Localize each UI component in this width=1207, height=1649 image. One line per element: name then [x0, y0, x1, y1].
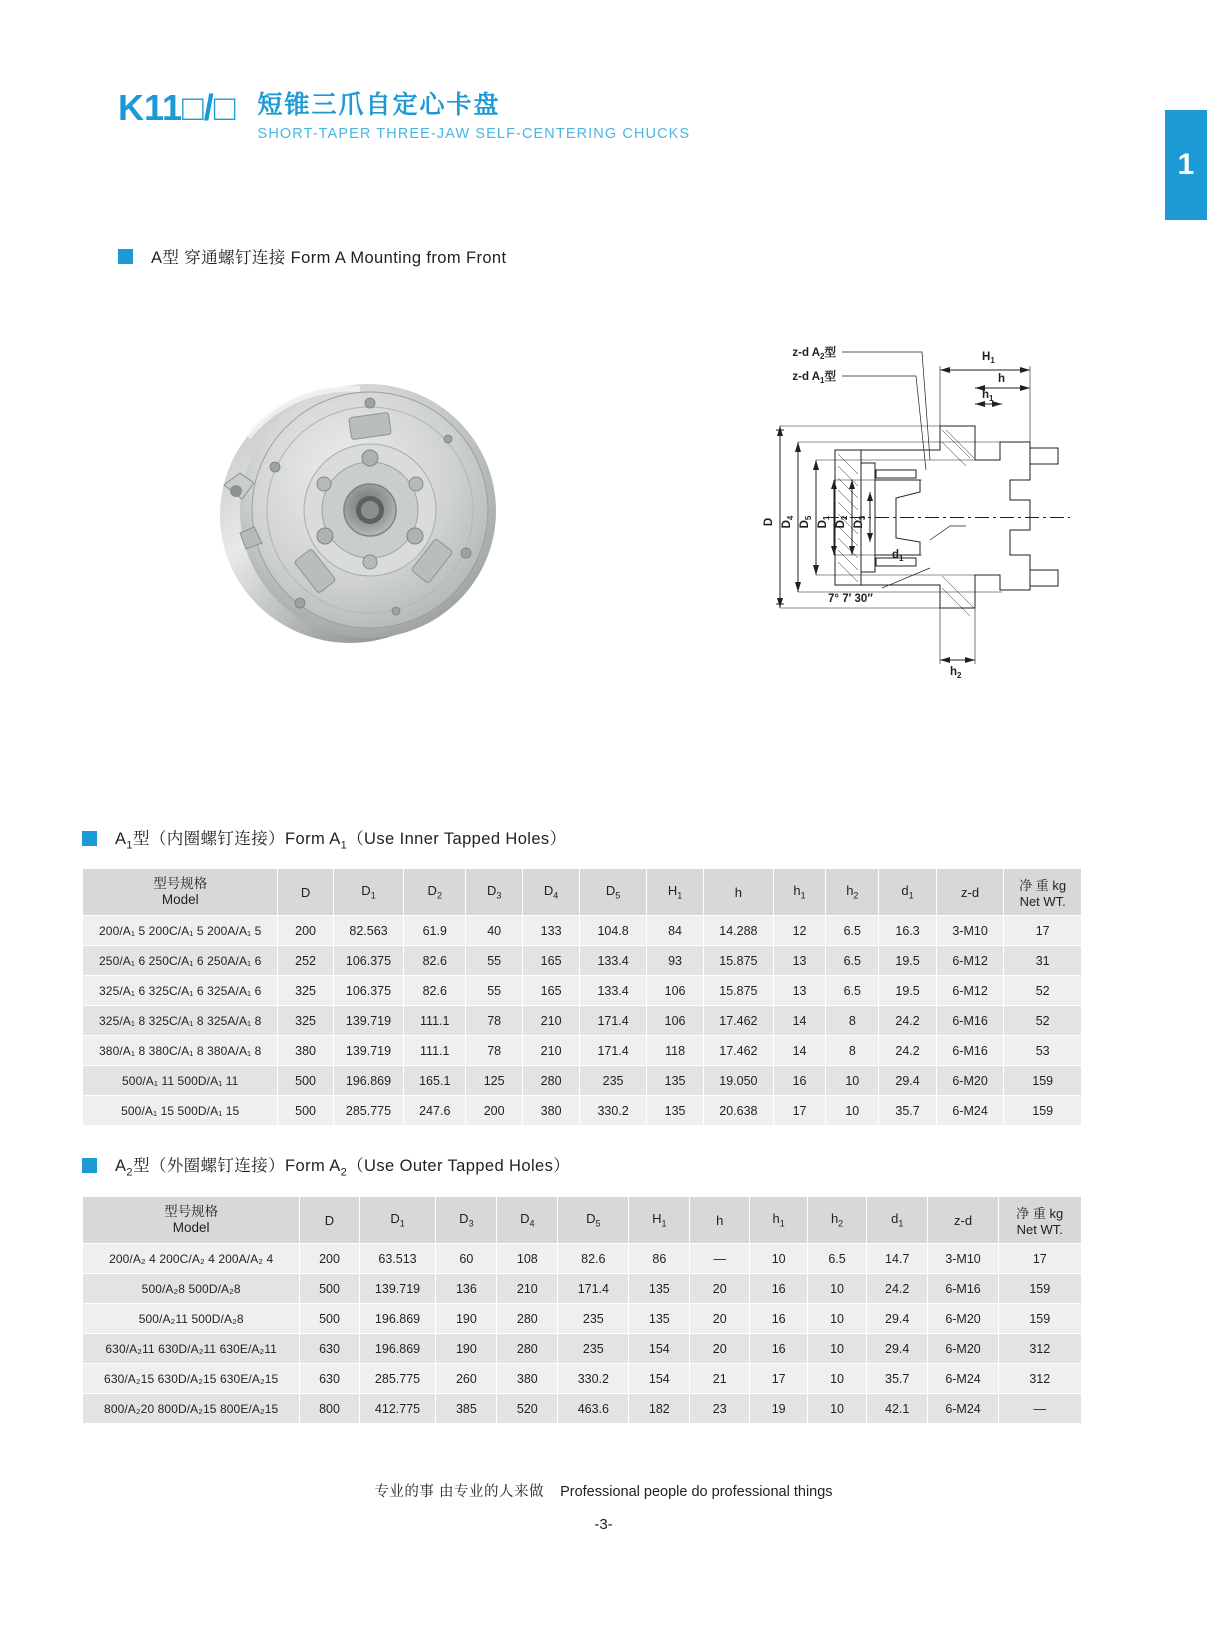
- cell-model: 630/A₂15 630D/A₂15 630E/A₂15: [83, 1364, 300, 1394]
- col-D4: $D_4$: [497, 1197, 558, 1244]
- col-D1: $D_1$: [333, 869, 404, 916]
- cell-value: 106.375: [333, 976, 404, 1006]
- cell-value: 52: [1004, 976, 1082, 1006]
- col-H1: $H_1$: [647, 869, 704, 916]
- cell-value: 20.638: [704, 1096, 774, 1126]
- table-row: [83, 1096, 1082, 1126]
- cell-value: 380: [497, 1364, 558, 1394]
- cell-value: 104.8: [580, 916, 647, 946]
- cell-value: 118: [647, 1036, 704, 1066]
- product-code: K11□/□: [118, 87, 236, 128]
- cell-value: 16: [750, 1274, 808, 1304]
- table-row: [83, 1364, 1082, 1394]
- col-d1: $d_1$: [879, 869, 936, 916]
- cell-value: 8: [826, 1006, 879, 1036]
- cell-value: 412.775: [359, 1394, 436, 1424]
- cell-value: 312: [998, 1364, 1081, 1394]
- col-D2: $D_2$: [404, 869, 466, 916]
- cell-value: 6-M12: [936, 946, 1004, 976]
- cell-value: 159: [1004, 1096, 1082, 1126]
- diagram-label-angle: 7° 7′ 30″: [828, 593, 873, 605]
- section-label-form-a2: $A_2$型（外圈螺钉连接）Form $A_2(Use$ Outer Tapped Holes）: [115, 1157, 571, 1179]
- table-row: [83, 1394, 1082, 1424]
- cell-value: 6-M16: [936, 1036, 1004, 1066]
- cell-value: 200: [278, 916, 333, 946]
- section-label-form-a1: $A_1$型（内圈螺钉连接）Form $A_1(Use$ Inner Tapped Holes）: [115, 830, 567, 852]
- cell-value: 10: [808, 1364, 867, 1394]
- cell-value: 190: [436, 1304, 497, 1334]
- cell-model: 250/A₁ 6 250C/A₁ 6 250A/A₁ 6: [83, 946, 278, 976]
- cell-value: 6-M16: [928, 1274, 998, 1304]
- cell-value: 196.869: [359, 1334, 436, 1364]
- cell-value: 13: [773, 946, 826, 976]
- cell-value: 20: [690, 1334, 750, 1364]
- cell-value: 86: [629, 1244, 690, 1274]
- cell-model: 800/A₂20 800D/A₂15 800E/A₂15: [83, 1394, 300, 1424]
- cell-value: 24.2: [879, 1036, 936, 1066]
- cell-value: 520: [497, 1394, 558, 1424]
- cell-value: 35.7: [866, 1364, 928, 1394]
- cell-value: 16: [773, 1066, 826, 1096]
- table-header-row: [83, 869, 1082, 916]
- cell-value: 42.1: [866, 1394, 928, 1424]
- cell-value: 260: [436, 1364, 497, 1394]
- spec-table-form-a2: [82, 1196, 1082, 1424]
- col-D1: $D_1$: [359, 1197, 436, 1244]
- cell-value: 463.6: [558, 1394, 629, 1424]
- cell-value: 133.4: [580, 976, 647, 1006]
- cell-value: 12: [773, 916, 826, 946]
- footer-slogan-en: Professional people do professional things: [560, 1484, 833, 1500]
- cell-value: 330.2: [580, 1096, 647, 1126]
- table-header-a2: [83, 1197, 1082, 1244]
- cell-value: 82.6: [404, 976, 466, 1006]
- page-title-cn: 短锥三爪自定心卡盘: [257, 91, 501, 119]
- cell-value: 154: [629, 1334, 690, 1364]
- cell-value: 210: [523, 1036, 580, 1066]
- page-tab-number: 1: [1177, 148, 1195, 181]
- cell-value: 108: [497, 1244, 558, 1274]
- section-heading-form-a: [118, 244, 506, 268]
- cell-value: 52: [1004, 1006, 1082, 1036]
- col-D5: $D_5$: [580, 869, 647, 916]
- cell-value: 135: [647, 1096, 704, 1126]
- cell-model: 380/A₁ 8 380C/A₁ 8 380A/A₁ 8: [83, 1036, 278, 1066]
- diagram-label-D1: $D_1$: [817, 515, 831, 529]
- cell-model: 200/A₂ 4 200C/A₂ 4 200A/A₂ 4: [83, 1244, 300, 1274]
- cell-value: 78: [466, 1036, 523, 1066]
- table-row: [83, 1304, 1082, 1334]
- cell-value: 182: [629, 1394, 690, 1424]
- cell-value: 139.719: [359, 1274, 436, 1304]
- cell-value: 139.719: [333, 1036, 404, 1066]
- diagram-label-D3: $D_3$: [853, 515, 867, 529]
- col-D3: $D_3$: [436, 1197, 497, 1244]
- table-row: [83, 1274, 1082, 1304]
- cell-value: 133.4: [580, 946, 647, 976]
- cell-value: 13: [773, 976, 826, 1006]
- cell-value: 20: [690, 1274, 750, 1304]
- cell-value: 14.7: [866, 1244, 928, 1274]
- cell-value: 630: [300, 1364, 359, 1394]
- cell-value: 61.9: [404, 916, 466, 946]
- cell-value: 53: [1004, 1036, 1082, 1066]
- cell-value: 135: [647, 1066, 704, 1096]
- cell-value: 10: [750, 1244, 808, 1274]
- cell-value: 235: [580, 1066, 647, 1096]
- diagram-label-D4: $D_4$: [781, 515, 795, 529]
- cell-value: 171.4: [580, 1006, 647, 1036]
- cell-value: 800: [300, 1394, 359, 1424]
- cell-value: 280: [497, 1334, 558, 1364]
- cell-value: 20: [690, 1304, 750, 1334]
- cell-value: 500: [300, 1304, 359, 1334]
- cell-value: 106: [647, 1006, 704, 1036]
- col-model: 型号规格 Model: [83, 869, 278, 916]
- cell-value: 111.1: [404, 1006, 466, 1036]
- cell-value: 325: [278, 976, 333, 1006]
- cell-value: 200: [466, 1096, 523, 1126]
- cell-value: 190: [436, 1334, 497, 1364]
- cell-value: 6-M20: [936, 1066, 1004, 1096]
- cell-value: 14: [773, 1006, 826, 1036]
- table-row: [83, 916, 1082, 946]
- cell-value: 29.4: [879, 1066, 936, 1096]
- cell-value: 380: [523, 1096, 580, 1126]
- cell-value: 3-M10: [928, 1244, 998, 1274]
- cell-value: 159: [998, 1274, 1081, 1304]
- cell-value: 252: [278, 946, 333, 976]
- cell-value: 10: [826, 1066, 879, 1096]
- cell-value: 136: [436, 1274, 497, 1304]
- cell-value: 6-M12: [936, 976, 1004, 1006]
- cell-value: 10: [808, 1394, 867, 1424]
- diagram-label-d1: $d_1$: [892, 549, 904, 563]
- cell-value: 10: [808, 1334, 867, 1364]
- figure-area: [110, 320, 1100, 740]
- diagram-label-zd-a1: z-d $A_1$型: [792, 371, 836, 385]
- cell-value: 135: [629, 1274, 690, 1304]
- col-h2: $h_2$: [808, 1197, 867, 1244]
- cell-value: 106.375: [333, 946, 404, 976]
- chuck-photo: [200, 345, 530, 675]
- cell-value: 19.050: [704, 1066, 774, 1096]
- cell-value: 385: [436, 1394, 497, 1424]
- col-D4: $D_4$: [523, 869, 580, 916]
- cell-value: 6-M16: [936, 1006, 1004, 1036]
- cell-value: 159: [1004, 1066, 1082, 1096]
- cell-value: 165.1: [404, 1066, 466, 1096]
- cell-value: 312: [998, 1334, 1081, 1364]
- cell-value: 125: [466, 1066, 523, 1096]
- cell-model: 325/A₁ 6 325C/A₁ 6 325A/A₁ 6: [83, 976, 278, 1006]
- cell-value: 16.3: [879, 916, 936, 946]
- cell-value: 16: [750, 1334, 808, 1364]
- cell-value: 159: [998, 1304, 1081, 1334]
- cell-value: 14.288: [704, 916, 774, 946]
- cell-value: 23: [690, 1394, 750, 1424]
- cell-value: 247.6: [404, 1096, 466, 1126]
- col-h1: $h_1$: [773, 869, 826, 916]
- cell-value: 19: [750, 1394, 808, 1424]
- col-D: D: [300, 1197, 359, 1244]
- col-h2: $h_2$: [826, 869, 879, 916]
- footer: [0, 1480, 1207, 1501]
- section-heading-form-a1: [82, 825, 566, 851]
- section-diagram: [630, 330, 1090, 690]
- cell-value: 285.775: [333, 1096, 404, 1126]
- col-zd: z-d: [936, 869, 1004, 916]
- cell-value: 82.6: [558, 1244, 629, 1274]
- col-zd: z-d: [928, 1197, 998, 1244]
- table-row: [83, 1036, 1082, 1066]
- bullet-square-icon: [82, 831, 97, 846]
- cell-value: —: [690, 1244, 750, 1274]
- cell-value: 31: [1004, 946, 1082, 976]
- cell-value: 285.775: [359, 1364, 436, 1394]
- cell-value: 78: [466, 1006, 523, 1036]
- cell-value: 55: [466, 946, 523, 976]
- cell-value: 17.462: [704, 1006, 774, 1036]
- cell-value: 6.5: [808, 1244, 867, 1274]
- cell-value: 15.875: [704, 976, 774, 1006]
- footer-slogan-cn: 专业的事 由专业的人来做: [374, 1484, 544, 1500]
- diagram-label-D: D: [763, 517, 775, 527]
- cell-value: 210: [523, 1006, 580, 1036]
- bullet-square-icon: [118, 249, 133, 264]
- cell-value: 93: [647, 946, 704, 976]
- cell-value: 139.719: [333, 1006, 404, 1036]
- table-row: [83, 976, 1082, 1006]
- cell-value: 10: [808, 1304, 867, 1334]
- cell-value: 35.7: [879, 1096, 936, 1126]
- cell-value: 14: [773, 1036, 826, 1066]
- col-d1: $d_1$: [866, 1197, 928, 1244]
- cell-value: 15.875: [704, 946, 774, 976]
- section-label-form-a: A型 穿通螺钉连接 Form A Mounting from Front: [151, 249, 507, 267]
- cell-value: 380: [278, 1036, 333, 1066]
- cell-value: 17: [773, 1096, 826, 1126]
- cell-model: 200/A₁ 5 200C/A₁ 5 200A/A₁ 5: [83, 916, 278, 946]
- cell-value: 60: [436, 1244, 497, 1274]
- cell-value: 280: [497, 1304, 558, 1334]
- col-D: D: [278, 869, 333, 916]
- cell-value: 196.869: [359, 1304, 436, 1334]
- cell-value: 6-M24: [928, 1394, 998, 1424]
- cell-model: 500/A₂11 500D/A₂8: [83, 1304, 300, 1334]
- cell-value: 6-M20: [928, 1304, 998, 1334]
- cell-value: 16: [750, 1304, 808, 1334]
- cell-value: 111.1: [404, 1036, 466, 1066]
- cell-value: 82.6: [404, 946, 466, 976]
- cell-value: 17: [998, 1244, 1081, 1274]
- cell-value: 6-M20: [928, 1334, 998, 1364]
- cell-model: 500/A₁ 15 500D/A₁ 15: [83, 1096, 278, 1126]
- cell-value: 196.869: [333, 1066, 404, 1096]
- cell-value: 29.4: [866, 1334, 928, 1364]
- cell-value: 63.513: [359, 1244, 436, 1274]
- cell-value: 17.462: [704, 1036, 774, 1066]
- table-body-a2: [83, 1244, 1082, 1424]
- table-row: [83, 946, 1082, 976]
- cell-model: 325/A₁ 8 325C/A₁ 8 325A/A₁ 8: [83, 1006, 278, 1036]
- table-row: [83, 1006, 1082, 1036]
- col-net-weight: 净 重 kg Net WT.: [998, 1197, 1081, 1244]
- cell-value: 500: [278, 1066, 333, 1096]
- cell-value: 171.4: [558, 1274, 629, 1304]
- bullet-square-icon: [82, 1158, 97, 1173]
- table-row: [83, 1066, 1082, 1096]
- cell-value: 106: [647, 976, 704, 1006]
- cell-value: 24.2: [879, 1006, 936, 1036]
- cell-value: 84: [647, 916, 704, 946]
- cell-value: 17: [1004, 916, 1082, 946]
- cell-value: 171.4: [580, 1036, 647, 1066]
- col-H1: $H_1$: [629, 1197, 690, 1244]
- cell-value: 21: [690, 1364, 750, 1394]
- diagram-label-D5: $D_5$: [799, 515, 813, 529]
- cell-value: —: [998, 1394, 1081, 1424]
- cell-value: 8: [826, 1036, 879, 1066]
- col-net-weight: 净 重 kg Net WT.: [1004, 869, 1082, 916]
- spec-table-form-a1: [82, 868, 1082, 1126]
- cell-value: 235: [558, 1334, 629, 1364]
- cell-value: 135: [629, 1304, 690, 1334]
- cell-value: 40: [466, 916, 523, 946]
- cell-value: 6.5: [826, 916, 879, 946]
- col-D3: $D_3$: [466, 869, 523, 916]
- cell-value: 210: [497, 1274, 558, 1304]
- page-header: [118, 88, 690, 144]
- diagram-label-h1: $h_1$: [982, 389, 994, 403]
- cell-model: 630/A₂11 630D/A₂11 630E/A₂11: [83, 1334, 300, 1364]
- cell-value: 235: [558, 1304, 629, 1334]
- cell-value: 10: [826, 1096, 879, 1126]
- cell-value: 6.5: [826, 976, 879, 1006]
- cell-value: 55: [466, 976, 523, 1006]
- page-number-tab: [1165, 110, 1207, 220]
- page-title-en: SHORT-TAPER THREE-JAW SELF-CENTERING CHUCKS: [257, 126, 691, 142]
- cell-value: 10: [808, 1274, 867, 1304]
- cell-model: 500/A₁ 11 500D/A₁ 11: [83, 1066, 278, 1096]
- table-header-row: [83, 1197, 1082, 1244]
- cell-value: 500: [300, 1274, 359, 1304]
- cell-value: 19.5: [879, 946, 936, 976]
- cell-value: 325: [278, 1006, 333, 1036]
- col-model: 型号规格 Model: [83, 1197, 300, 1244]
- cell-value: 82.563: [333, 916, 404, 946]
- table-header-a1: [83, 869, 1082, 916]
- cell-value: 3-M10: [936, 916, 1004, 946]
- cell-value: 154: [629, 1364, 690, 1394]
- cell-value: 330.2: [558, 1364, 629, 1394]
- cell-value: 200: [300, 1244, 359, 1274]
- cell-value: 133: [523, 916, 580, 946]
- cell-value: 24.2: [866, 1274, 928, 1304]
- col-h1: $h_1$: [750, 1197, 808, 1244]
- diagram-label-D2: $D_2$: [835, 515, 849, 529]
- cell-value: 500: [278, 1096, 333, 1126]
- col-h: h: [704, 869, 774, 916]
- cell-value: 165: [523, 946, 580, 976]
- cell-value: 17: [750, 1364, 808, 1394]
- col-h: h: [690, 1197, 750, 1244]
- col-D5: $D_5$: [558, 1197, 629, 1244]
- diagram-label-h: h: [998, 373, 1006, 385]
- cell-value: 19.5: [879, 976, 936, 1006]
- diagram-label-h1-top: $H_1$: [982, 351, 995, 365]
- diagram-label-h2: $h_2$: [950, 666, 962, 680]
- cell-value: 6-M24: [936, 1096, 1004, 1126]
- cell-value: 29.4: [866, 1304, 928, 1334]
- table-row: [83, 1244, 1082, 1274]
- table-row: [83, 1334, 1082, 1364]
- header-titles: [258, 88, 691, 144]
- cell-value: 6.5: [826, 946, 879, 976]
- cell-value: 6-M24: [928, 1364, 998, 1394]
- cell-value: 165: [523, 976, 580, 1006]
- cell-value: 280: [523, 1066, 580, 1096]
- cell-value: 630: [300, 1334, 359, 1364]
- section-heading-form-a2: [82, 1152, 570, 1178]
- table-body-a1: [83, 916, 1082, 1126]
- diagram-label-zd-a2: z-d $A_2$型: [792, 347, 836, 361]
- page-number: -3-: [594, 1516, 613, 1533]
- cell-model: 500/A₂8 500D/A₂8: [83, 1274, 300, 1304]
